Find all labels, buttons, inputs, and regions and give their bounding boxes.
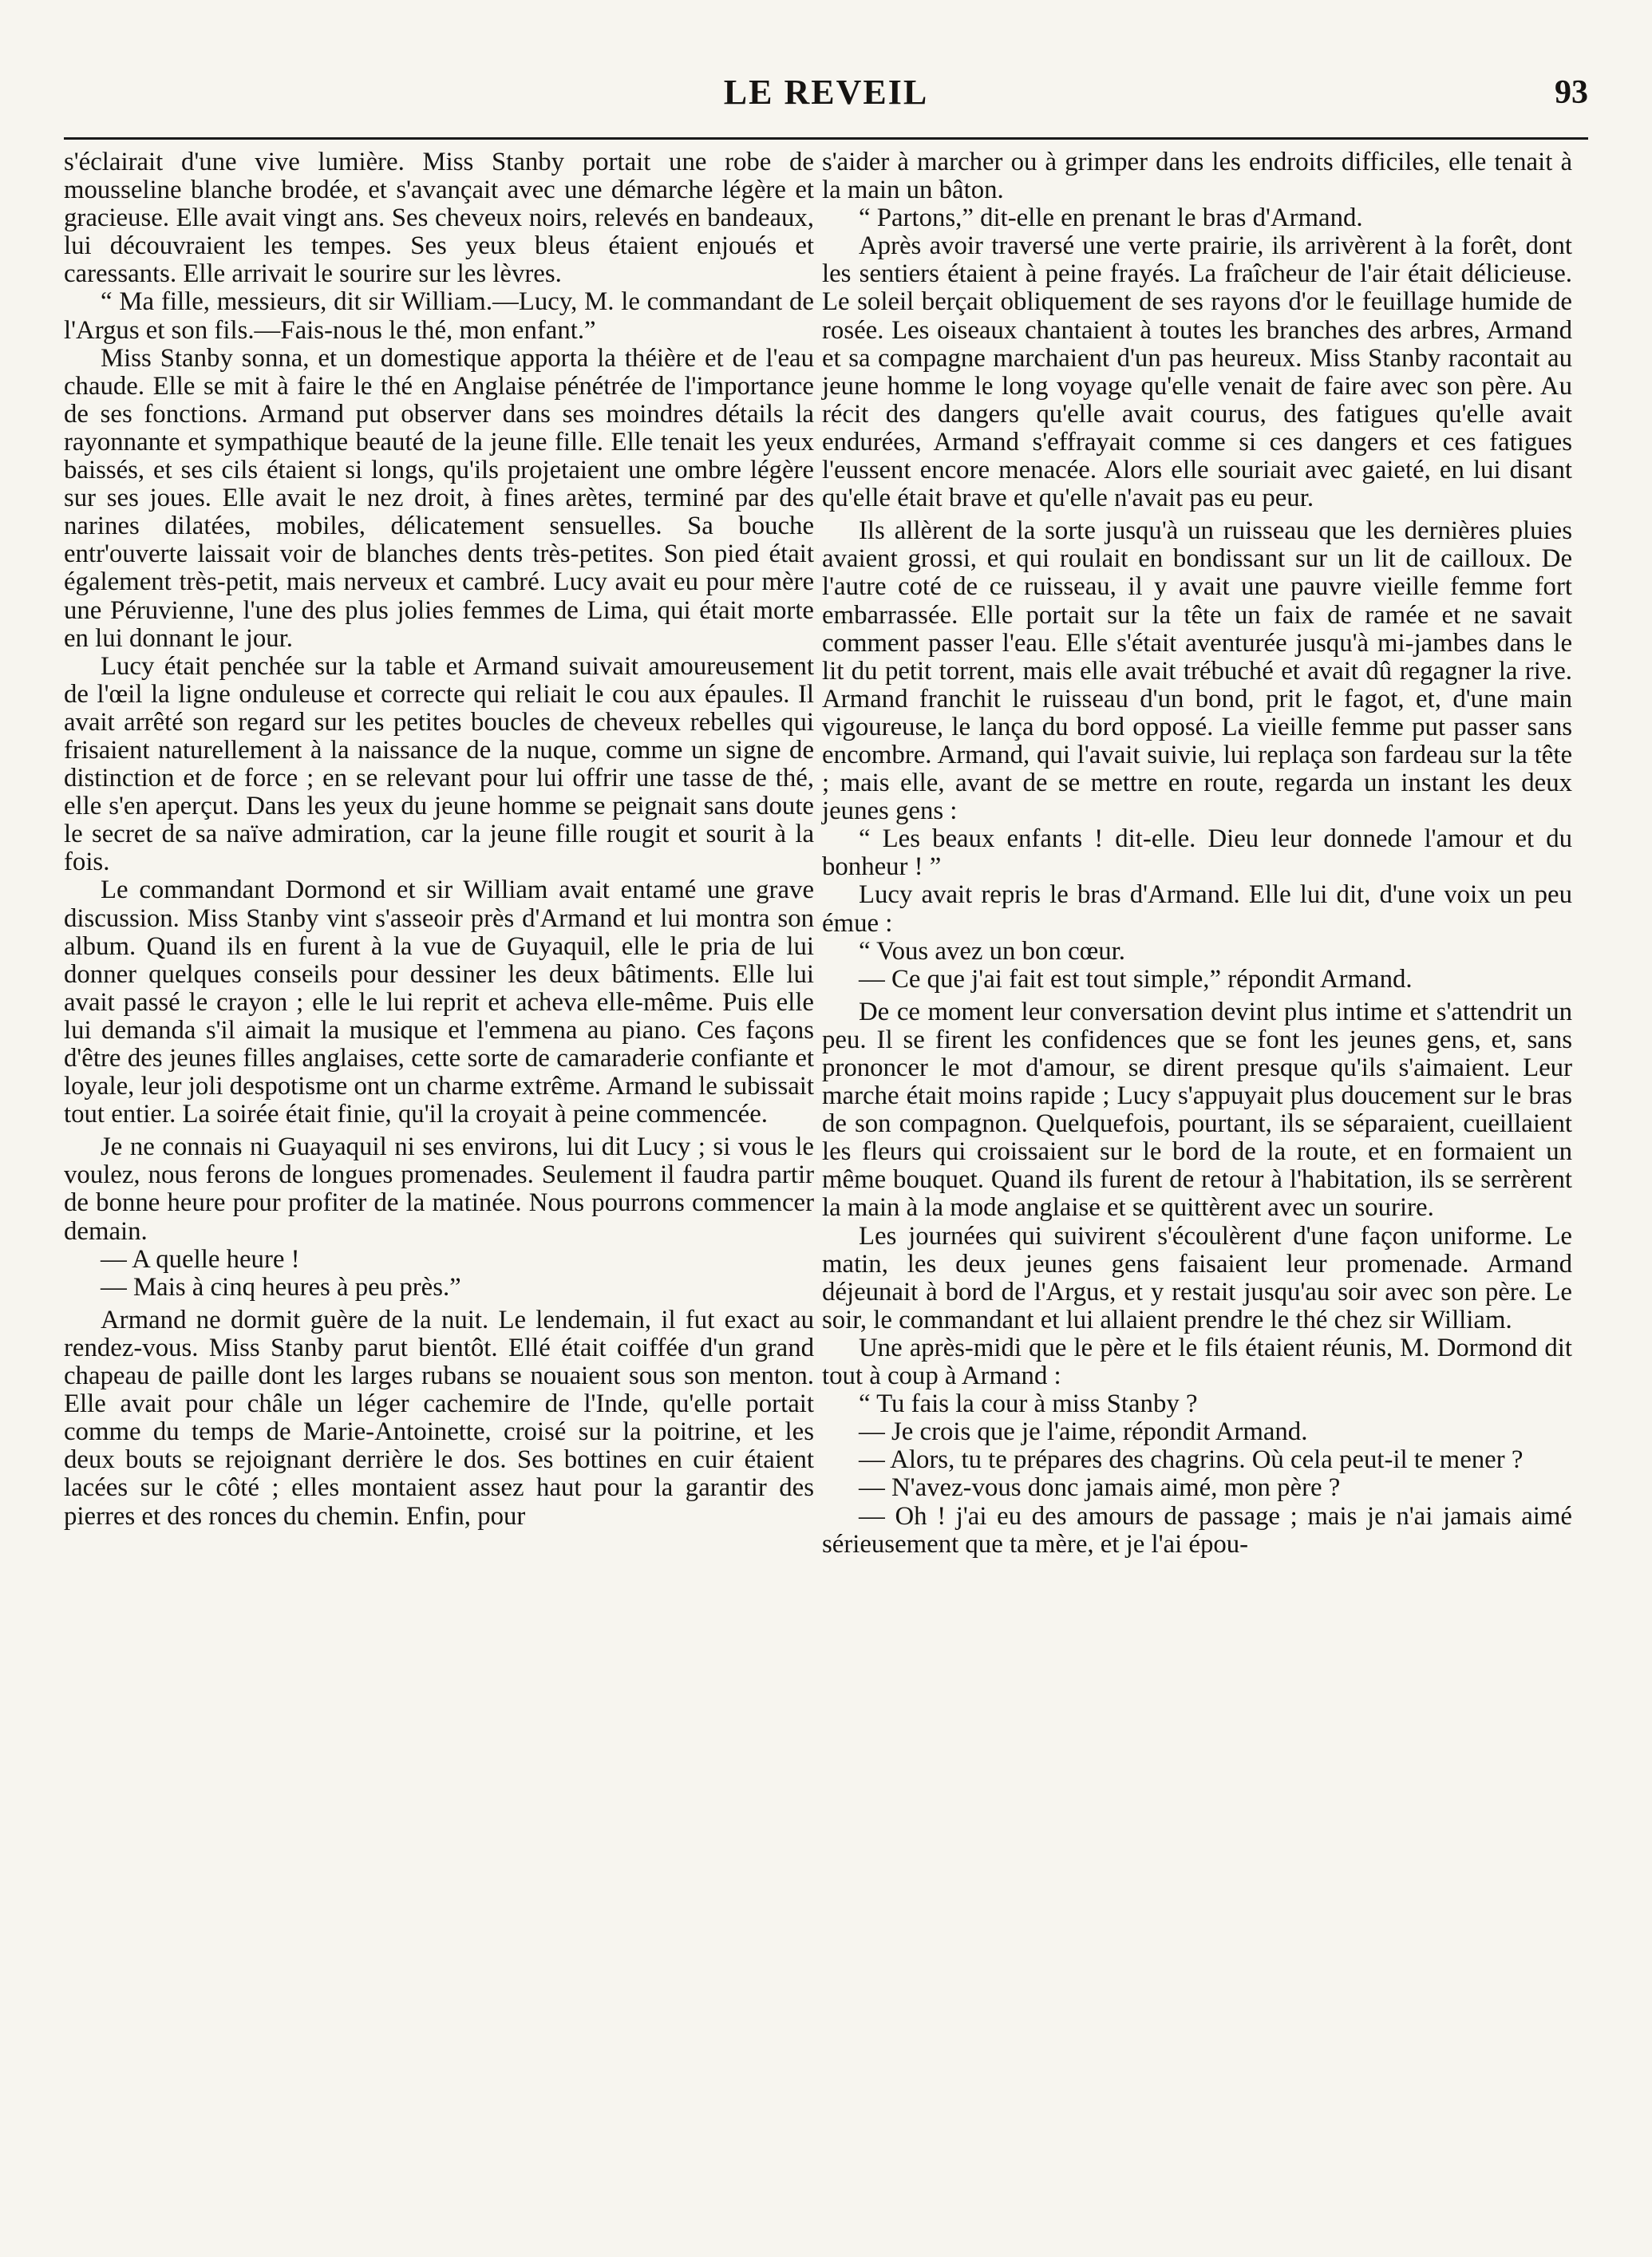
paragraph: De ce moment leur conversation devint plus intime et s'attendrit un peu. Il se firent les confidences que se font les jeunes gens, et, sans prononcer le mot d'amour, se dirent presque qu'ils s'aimaient. Leur marche était moins rapide ; Lucy s'appuyait plus doucement sur le bras de son compagnon. Quelquefois, pourtant, ils se séparaient, cueillaient les fleurs qui croissaient sur le bord de la route, et en formaient un même bouquet. Quand ils furent de retour à l'habitation, ils se serrèrent la main à la mode anglaise et se quittèrent avec un sourire. [822,997,1572,1223]
page-number: 93 [1555,74,1588,111]
left-column [64,148,814,1531]
paragraph: Les journées qui suivirent s'écoulèrent d'une façon uniforme. Le matin, les deux jeunes gens faisaient leur promenade. Armand déjeunait à bord de l'Argus, et y restait jusqu'au soir avec son père. Le soir, le commandant et lui allaient prendre le thé chez sir William. [822,1221,1572,1334]
paragraph: Ils allèrent de la sorte jusqu'à un ruisseau que les dernières pluies avaient grossi, et qui roulait en bondissant sur un lit de cailloux. De l'autre coté de ce ruisseau, il y avait une pauvre vieille femme fort embarrassée. Elle portait sur la tête un faix de ramée et ne savait comment passer l'eau. Elle s'était aventurée jusqu'à mi-jambes dans le lit du petit torrent, mais elle avait trébuché et avait dû regagner la rive. Armand franchit le ruisseau d'un bond, prit le fagot, et, d'une main vigoureuse, le lança du bord opposé. La vieille femme put passer sans encombre. Armand, qui l'avait suivie, lui replaça son fardeau sur la tête ; mais elle, avant de se mettre en route, regarda un instant les deux jeunes gens : [822,516,1572,826]
paragraph: s'aider à marcher ou à grimper dans les endroits difficiles, elle tenait à la main un bâton. [822,148,1572,205]
header-rule [64,137,1588,140]
paragraph: “ Partons,” dit-elle en prenant le bras d'Armand. [859,204,1363,233]
paragraph: “ Vous avez un bon cœur. [859,936,1125,966]
paragraph: “ Les beaux enfants ! dit-elle. Dieu leur donnede l'amour et du bonheur ! ” [822,824,1572,882]
paragraph: — Je crois que je l'aime, répondit Armand. [859,1417,1308,1447]
paragraph: — A quelle heure ! [101,1244,300,1274]
paragraph: Je ne connais ni Guayaquil ni ses environs, lui dit Lucy ; si vous le voulez, nous ferons de longues promenades. Seulement il faudra partir de bonne heure pour profiter de la matinée. Nous pourrons commencer demain. [64,1132,814,1246]
paragraph: Une après-midi que le père et le fils étaient réunis, M. Dormond dit tout à coup à Armand : [822,1333,1572,1391]
paragraph: Le commandant Dormond et sir William avait entamé une grave discussion. Miss Stanby vint s'asseoir près d'Armand et lui montra son album. Quand ils en furent à la vue de Guyaquil, elle le pria de lui donner quelques conseils pour dessiner les deux bâtiments. Elle lui avait passé le crayon ; elle le lui reprit et acheva elle-même. Puis elle lui demanda s'il aimait la musique et l'emmena au piano. Ces façons d'être des jeunes filles anglaises, cette sorte de camaraderie confiante et loyale, leur joli despotisme ont un charme extrême. Armand le subissait tout entier. La soirée était finie, qu'il la croyait à peine commencée. [64,876,814,1129]
paragraph: — Ce que j'ai fait est tout simple,” répondit Armand. [859,964,1413,994]
paragraph: Armand ne dormit guère de la nuit. Le lendemain, il fut exact au rendez-vous. Miss Stanby parut bientôt. Ellé était coiffée d'un grand chapeau de paille dont les larges rubans se nouaient sous son menton. Elle avait pour châle un léger cachemire de l'Inde, qu'elle portait comme du temps de Marie-Antoinette, croisé sur la poitrine, et les deux bouts se rejoignant derrière le dos. Ses bottines en cuir étaient lacées sur le côté ; elles montaient assez haut pour la garantir des pierres et des ronces du chemin. Enfin, pour [64,1305,814,1531]
right-column [822,148,1572,1559]
paragraph: “ Ma fille, messieurs, dit sir William.—Lucy, M. le commandant de l'Argus et son fils.—Fais-nous le thé, mon enfant.” [64,287,814,345]
page-header [64,56,1588,128]
journal-title: LE REVEIL [723,73,929,112]
paragraph: — N'avez-vous donc jamais aimé, mon père ? [859,1473,1341,1503]
paragraph: — Mais à cinq heures à peu près.” [101,1272,461,1302]
paragraph: — Alors, tu te prépares des chagrins. Où cela peut-il te mener ? [859,1445,1524,1475]
paragraph: Lucy avait repris le bras d'Armand. Elle lui dit, d'une voix un peu émue : [822,880,1572,938]
paragraph: Lucy était penchée sur la table et Armand suivait amoureusement de l'œil la ligne onduleuse et correcte qui reliait le cou aux épaules. Il avait arrêté son regard sur les petites boucles de cheveux rebelles qui frisaient naturellement à la naissance de la nuque, comme un signe de distinction et de force ; en se relevant pour lui offrir une tasse de thé, elle s'en aperçut. Dans les yeux du jeune homme se peignait sans doute le secret de sa naïve admiration, car la jeune fille rougit et sourit à la fois. [64,651,814,877]
paragraph: s'éclairait d'une vive lumière. Miss Stanby portait une robe de mousseline blanche brodée, et s'avançait avec une démarche légère et gracieuse. Elle avait vingt ans. Ses cheveux noirs, relevés en bandeaux, lui découvraient les tempes. Ses yeux bleus étaient enjoués et caressants. Elle arrivait le sourire sur les lèvres. [64,148,814,289]
paragraph: “ Tu fais la cour à miss Stanby ? [859,1389,1198,1419]
paragraph: Miss Stanby sonna, et un domestique apporta la théière et de l'eau chaude. Elle se mit à faire le thé en Anglaise pénétrée de l'importance de ses fonctions. Armand put observer dans ses moindres détails la rayonnante et sympathique beauté de la jeune fille. Elle tenait les yeux baissés, et ses cils étaient si longs, qu'ils projetaient une ombre légère sur ses joues. Elle avait le nez droit, à fines arètes, terminé par des narines dilatées, mobiles, délicatement sensuelles. Sa bouche entr'ouverte laissait voir de blanches dents très-petites. Son pied était également très-petit, mais nerveux et cambré. Lucy avait eu pour mère une Péruvienne, l'une des plus jolies femmes de Lima, qui était morte en lui donnant le jour. [64,343,814,653]
paragraph: Après avoir traversé une verte prairie, ils arrivèrent à la forêt, dont les sentiers étaient à peine frayés. La fraîcheur de l'air était délicieuse. Le soleil berçait obliquement de ses rayons d'or le feuillage humide de rosée. Les oiseaux chantaient à toutes les branches des arbres, Armand et sa compagne marchaient d'un pas heureux. Miss Stanby racontait au jeune homme le long voyage qu'elle venait de faire avec son père. Au récit des dangers qu'elle avait courus, des fatigues qu'elle avait endurées, Armand s'effrayait comme si ces dangers et ces fatigues l'eussent encore menacée. Alors elle souriait avec gaieté, en lui disant qu'elle était brave et qu'elle n'avait pas eu peur. [822,231,1572,513]
paragraph: — Oh ! j'ai eu des amours de passage ; mais je n'ai jamais aimé sérieusement que ta mère, et je l'ai épou- [822,1501,1572,1559]
